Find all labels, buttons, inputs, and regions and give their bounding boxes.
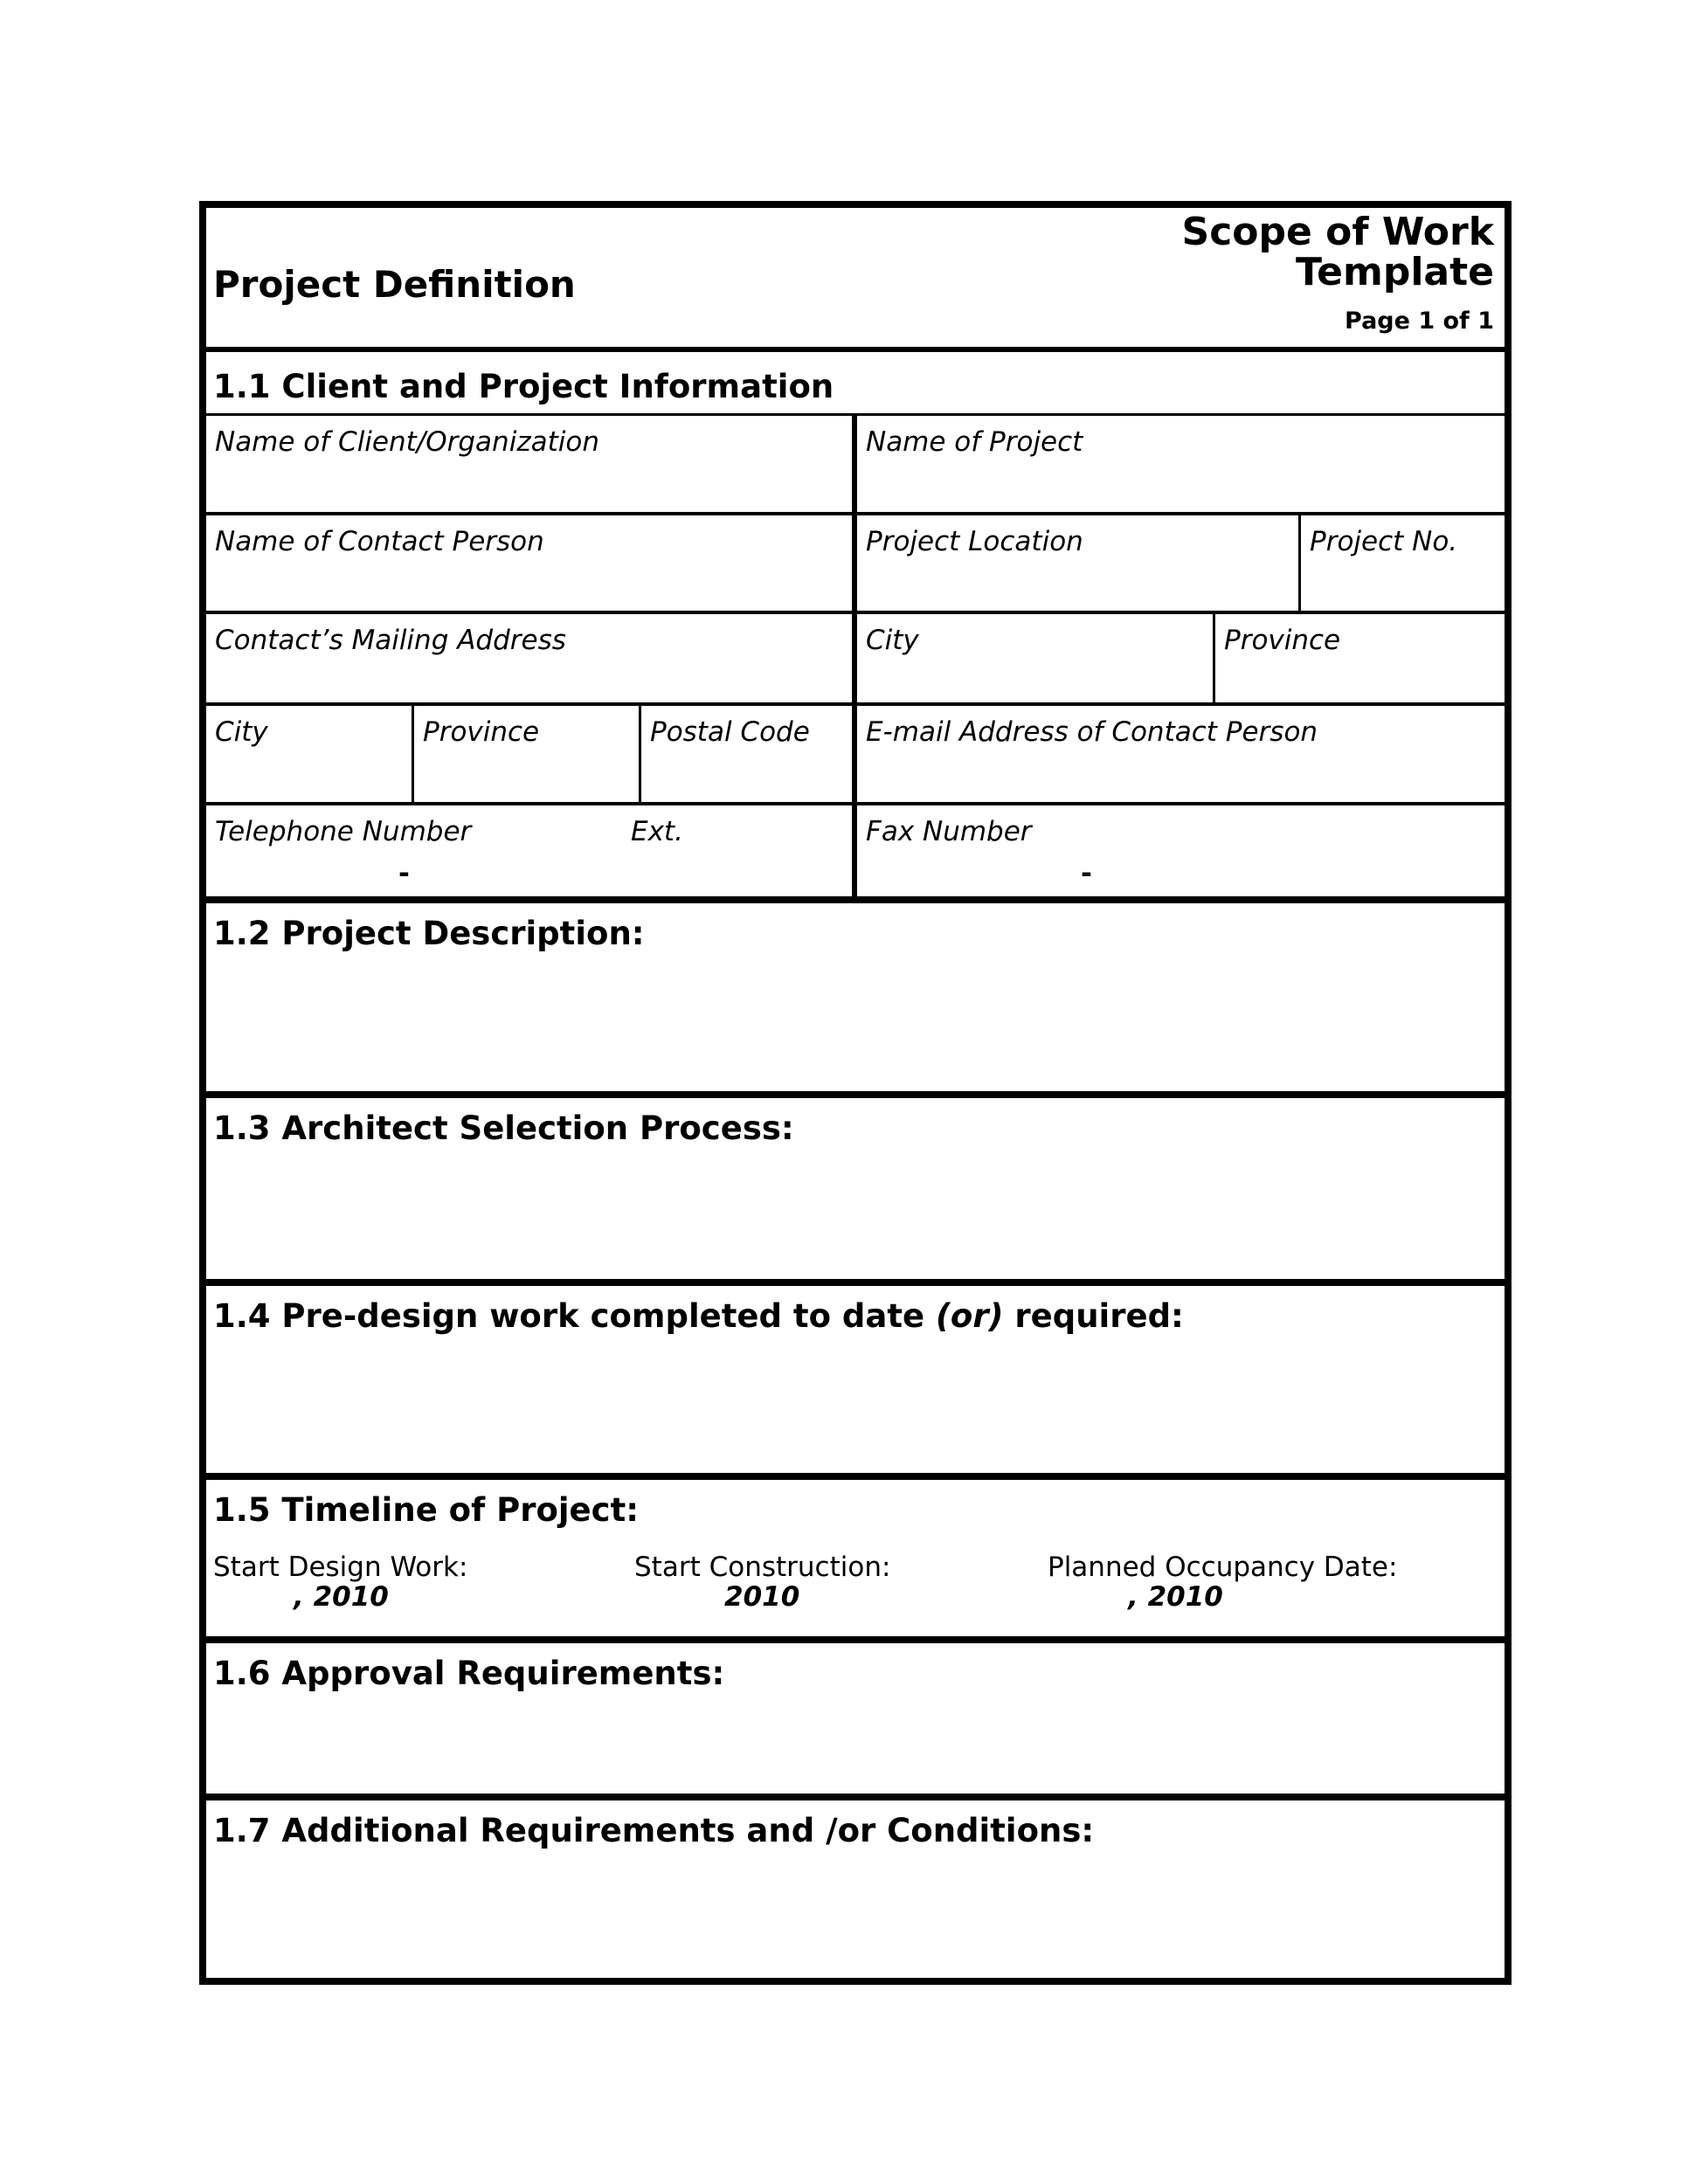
section-heading-additional: 1.7 Additional Requirements and /or Conditions: [213,1812,1095,1849]
row-right-split [852,515,1505,611]
fax-separator: - [1081,858,1092,889]
template-title-line2: Template [1295,250,1494,294]
field-postal-code[interactable] [641,706,852,802]
field-label: Contact’s Mailing Address [215,625,566,656]
field-project-location[interactable] [857,515,1301,611]
field-label-ext: Ext. [631,816,683,847]
timeline-label-start-construction: Start Construction: [634,1552,891,1583]
section-additional-requirements[interactable] [206,1800,1505,1979]
field-contact-city[interactable] [206,706,414,802]
field-project-name[interactable] [852,416,1505,512]
section-heading-project-description: 1.2 Project Description: [213,915,645,952]
section-heading-approval: 1.6 Approval Requirements: [213,1655,725,1692]
section-client-info-header [206,352,1505,416]
field-label: City [866,625,919,656]
field-label: E-mail Address of Contact Person [866,716,1318,748]
field-client-organization[interactable] [206,416,852,512]
field-label: Project Location [866,526,1083,557]
section-timeline[interactable] [206,1480,1505,1643]
page-indicator: Page 1 of 1 [1345,308,1494,335]
heading-part-italic: (or) [936,1297,1004,1335]
table-row [206,416,1505,515]
section-predesign-work[interactable] [206,1286,1505,1480]
heading-part: required: [1003,1297,1184,1335]
table-row [206,805,1505,903]
section-project-description[interactable] [206,903,1505,1098]
field-contact-person[interactable] [206,515,852,611]
row-left-split [206,706,852,802]
field-label: Province [1224,625,1341,656]
field-label: Name of Contact Person [215,526,544,557]
section-architect-selection[interactable] [206,1098,1505,1286]
table-row [206,614,1505,706]
heading-part: 1.4 Pre-design work completed to date [213,1297,936,1335]
field-label: Province [423,716,540,748]
table-row [206,515,1505,614]
timeline-value-start-construction[interactable]: 2010 [724,1581,800,1613]
timeline-value-start-design[interactable]: , 2010 [294,1581,389,1613]
section-heading-predesign [213,1296,1184,1337]
field-label: Name of Client/Organization [215,426,599,458]
timeline-label-start-design: Start Design Work: [213,1552,468,1583]
field-project-province[interactable] [1215,614,1505,702]
section-heading-client-info: 1.1 Client and Project Information [213,368,834,405]
scope-of-work-form [199,201,1512,1985]
title-block [206,208,1505,352]
field-telephone[interactable] [206,805,852,896]
field-project-no[interactable] [1301,515,1505,611]
section-heading-timeline: 1.5 Timeline of Project: [213,1491,640,1529]
field-label: Postal Code [650,716,810,748]
field-fax[interactable] [852,805,1505,896]
timeline-label-planned-occupancy: Planned Occupancy Date: [1048,1552,1398,1583]
page-title: Project Definition [213,263,576,306]
field-label: City [215,716,268,748]
field-contact-province[interactable] [414,706,641,802]
field-email[interactable] [852,706,1505,802]
field-project-city[interactable] [857,614,1215,702]
table-row [206,706,1505,805]
field-label: Name of Project [866,426,1083,458]
template-title-line1: Scope of Work [1181,210,1494,254]
section-heading-architect-selection: 1.3 Architect Selection Process: [213,1109,794,1147]
field-label: Telephone Number [215,816,472,847]
field-label: Fax Number [866,816,1032,847]
field-mailing-address[interactable] [206,614,852,702]
field-label: Project No. [1310,526,1458,557]
section-approval-requirements[interactable] [206,1643,1505,1800]
telephone-separator: - [398,858,410,889]
timeline-value-planned-occupancy[interactable]: , 2010 [1128,1581,1223,1613]
row-right-split [852,614,1505,702]
